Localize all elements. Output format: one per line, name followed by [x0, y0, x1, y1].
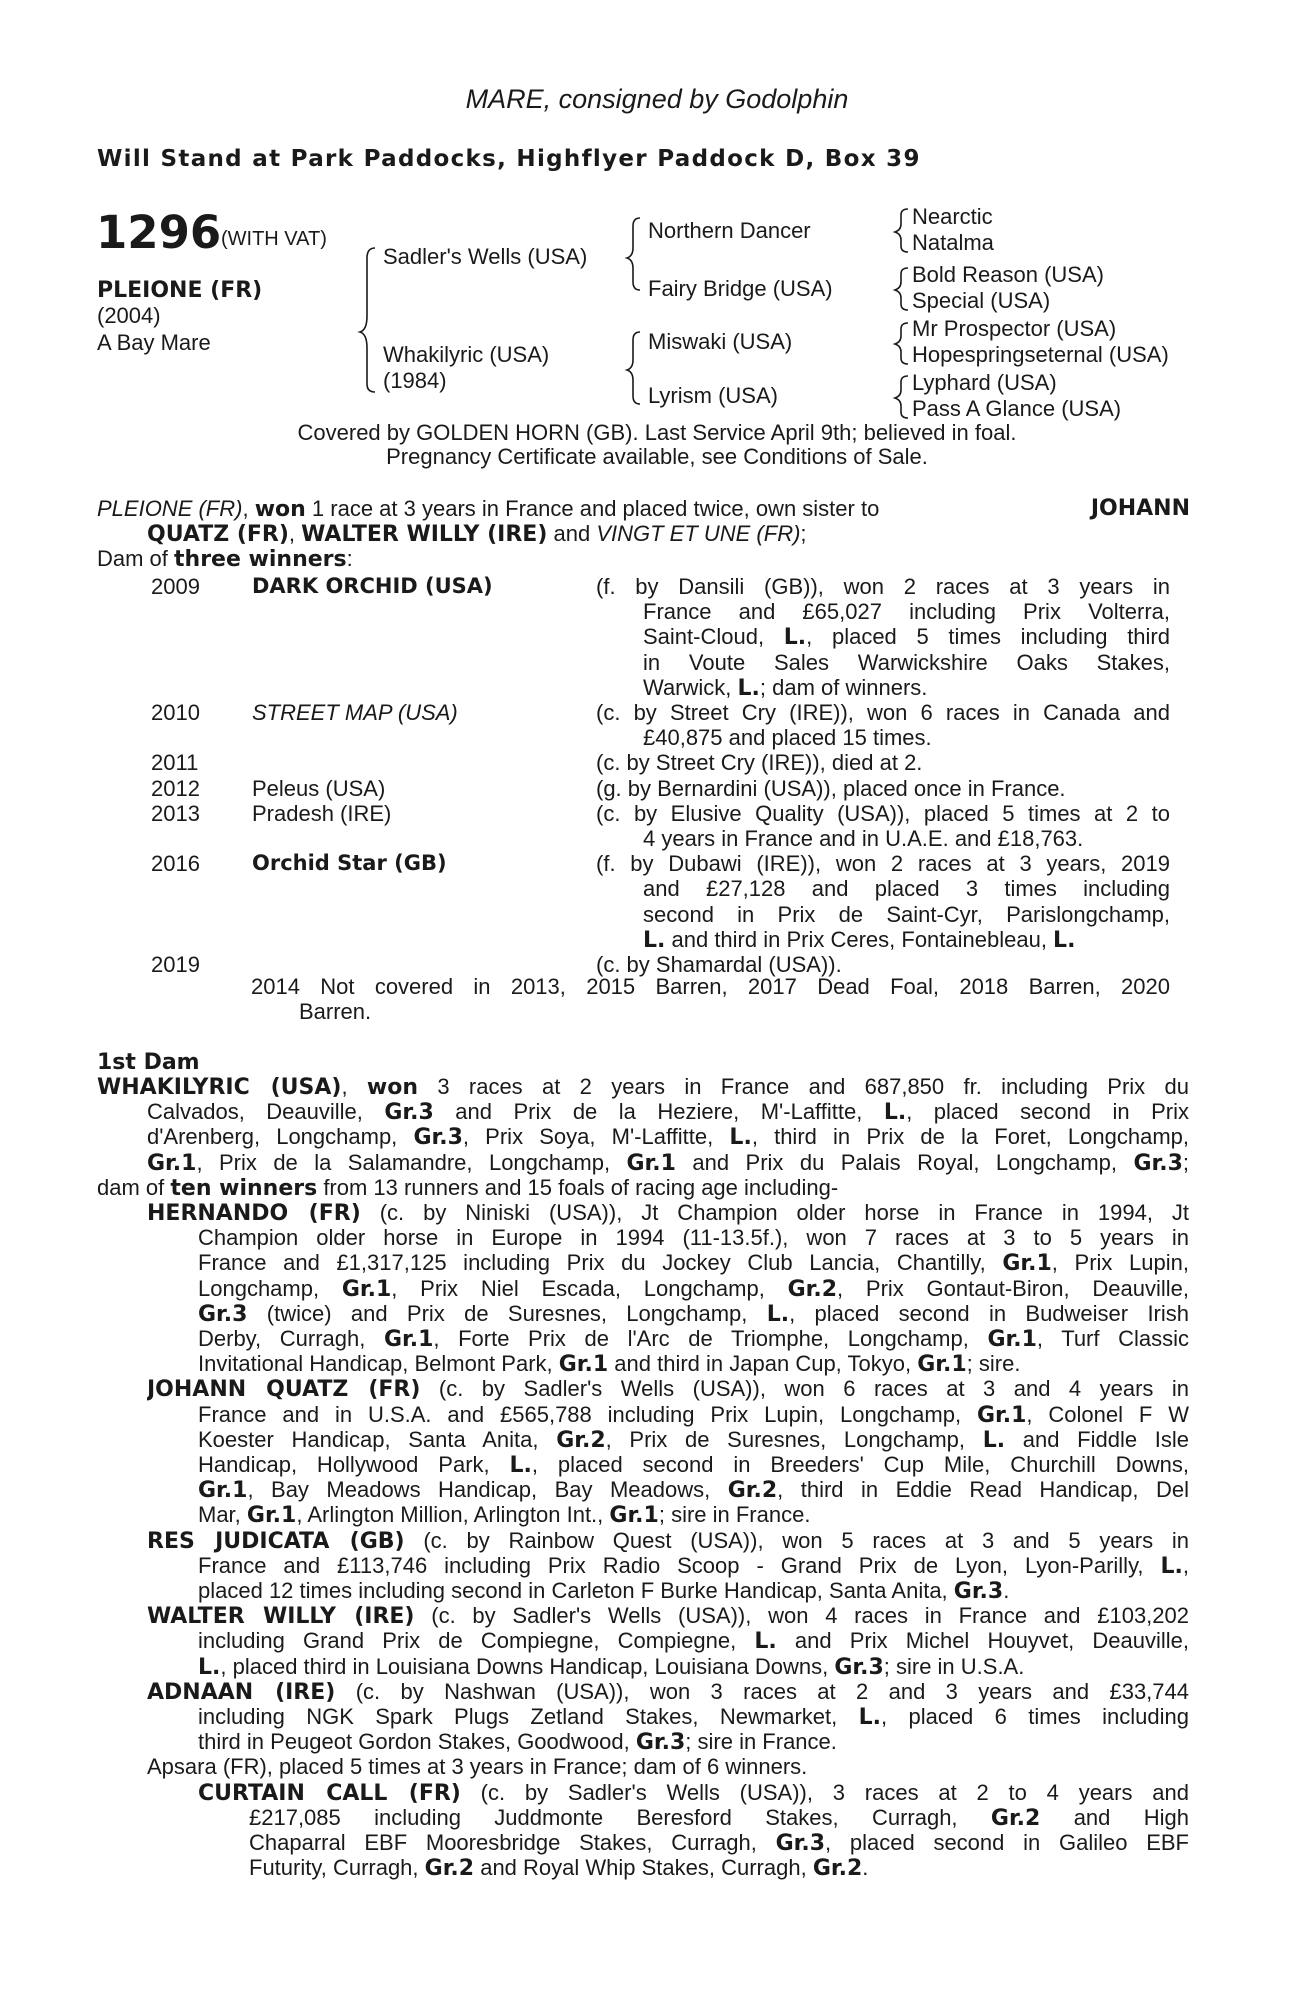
- produce-year: 2013: [151, 800, 200, 826]
- offspring-line: Derby, Curragh, Gr.1, Forte Prix de l'Arc de Triomphe, Longchamp, Gr.1, Turf Classic: [198, 1326, 1189, 1352]
- pedigree-sds: Bold Reason (USA): [912, 262, 1104, 287]
- produce-detail-line: 4 years in France and in U.A.E. and £18,763.: [643, 826, 1084, 851]
- intro-text: 1 race at 3 years in France and placed twice, own sister to: [305, 496, 880, 521]
- page-title: MARE, consigned by Godolphin: [465, 84, 849, 114]
- produce-detail-line: (c. by Street Cry (IRE)), won 6 races in Canada and: [596, 700, 1170, 725]
- intro-name: PLEIONE (FR): [97, 496, 243, 521]
- offspring-line: placed 12 times including second in Carleton F Burke Handicap, Santa Anita, Gr.3.: [198, 1578, 1010, 1604]
- produce-note: [251, 974, 1170, 999]
- offspring-line: JOHANN QUATZ (FR) (c. by Sadler's Wells (USA)), won 6 races at 3 and 4 years in: [147, 1376, 1189, 1402]
- vat-note: (WITH VAT): [221, 228, 327, 250]
- stand-location: Will Stand at Park Paddocks, Highflyer Paddock D, Box 39: [97, 146, 921, 172]
- offspring-line: ADNAAN (IRE) (c. by Nashwan (USA)), won 3 races at 2 and 3 years and £33,744: [147, 1678, 1189, 1704]
- produce-year: 2012: [151, 775, 200, 801]
- produce-detail-line: £40,875 and placed 15 times.: [643, 725, 932, 751]
- produce-name: Orchid Star (GB): [252, 851, 447, 876]
- pedigree-dam-year: (1984): [383, 368, 447, 393]
- intro-line-1: [97, 496, 1190, 522]
- curtain-call-line: CURTAIN CALL (FR) (c. by Sadler's Wells (USA)), 3 races at 2 to 4 years and: [198, 1779, 1189, 1805]
- offspring-line: Gr.1, Bay Meadows Handicap, Bay Meadows, Gr.2, third in Eddie Read Handicap, Del: [198, 1477, 1189, 1503]
- intro-walter: WALTER WILLY (IRE): [301, 522, 548, 547]
- produce-detail-line: (c. by Elusive Quality (USA)), placed 5 times at 2 to: [596, 800, 1170, 826]
- produce-detail-line: (c. by Street Cry (IRE)), died at 2.: [596, 750, 923, 776]
- first-dam-line: WHAKILYRIC (USA), won 3 races at 2 years in France and 687,850 fr. including Prix du: [97, 1074, 1189, 1100]
- produce-detail-line: France and £65,027 including Prix Volterra,: [643, 599, 1170, 625]
- pedigree-dds: Lyphard (USA): [912, 370, 1057, 395]
- pedigree-sire-dam: Fairy Bridge (USA): [648, 276, 833, 301]
- pedigree-dam: Whakilyric (USA): [383, 342, 550, 367]
- produce-detail-line: (c. by Shamardal (USA)).: [596, 952, 842, 977]
- offspring-line: RES JUDICATA (GB) (c. by Rainbow Quest (USA)), won 5 races at 3 and 5 years in: [147, 1527, 1189, 1553]
- offspring-line: WALTER WILLY (IRE) (c. by Sadler's Wells (USA)), won 4 races in France and £103,202: [147, 1603, 1189, 1629]
- produce-detail-line: L. and third in Prix Ceres, Fontainebleau, L.: [643, 926, 1076, 952]
- offspring-line: France and in U.S.A. and £565,788 including Prix Lupin, Longchamp, Gr.1, Colonel F W: [198, 1401, 1189, 1427]
- intro-johann-b: QUATZ (FR): [147, 522, 289, 547]
- horse-description: A Bay Mare: [97, 330, 211, 355]
- produce-note-line: Barren.: [299, 999, 372, 1024]
- pedigree-sdd: Special (USA): [912, 288, 1051, 313]
- offspring-line: Gr.3 (twice) and Prix de Suresnes, Longchamp, L., placed second in Budweiser Irish: [198, 1300, 1189, 1326]
- pedigree-ddd: Pass A Glance (USA): [912, 396, 1122, 421]
- intro-semi: ;: [800, 521, 807, 546]
- produce-detail-line: Warwick, L.; dam of winners.: [643, 674, 928, 700]
- pregnancy-line: Pregnancy Certificate available, see Conditions of Sale.: [386, 444, 928, 469]
- intro-comma: ,: [242, 496, 255, 521]
- horse-year: (2004): [97, 303, 161, 328]
- pedigree-dss: Mr Prospector (USA): [912, 316, 1117, 341]
- first-dam-heading: 1st Dam: [97, 1050, 200, 1075]
- offspring-line: France and £1,317,125 including Prix du Jockey Club Lancia, Chantilly, Gr.1, Prix Lupin,: [198, 1250, 1189, 1276]
- offspring-line: including Grand Prix de Compiegne, Compiegne, L. and Prix Michel Houyvet, Deauville,: [198, 1628, 1189, 1654]
- produce-detail-line: Saint-Cloud, L., placed 5 times including third: [643, 624, 1170, 650]
- dam-of-colon: :: [346, 546, 353, 571]
- curtain-call-line: £217,085 including Juddmonte Beresford Stakes, Curragh, Gr.2 and High: [249, 1804, 1189, 1830]
- produce-year: 2011: [151, 750, 199, 776]
- produce-detail-line: and £27,128 and placed 3 times including: [643, 876, 1170, 902]
- produce-note-line: 2014 Not covered in 2013, 2015 Barren, 2017 Dead Foal, 2018 Barren, 2020: [251, 974, 1170, 999]
- produce-year: 2009: [151, 574, 200, 599]
- pedigree-sss: Nearctic: [912, 204, 993, 229]
- intro-sep: ,: [288, 521, 302, 546]
- offspring-line: Champion older horse in Europe in 1994 (11-13.5f.), won 7 races at 3 to 5 years in: [198, 1225, 1189, 1251]
- pedigree-sire-sire: Northern Dancer: [648, 218, 811, 243]
- dam-of-label: Dam of: [97, 546, 175, 571]
- produce-year: 2016: [151, 851, 200, 877]
- produce-year: 2019: [151, 952, 200, 977]
- dam-of-count: three winners: [174, 547, 347, 572]
- produce-detail-line: second in Prix de Saint-Cyr, Parislongchamp,: [643, 901, 1170, 927]
- intro-won: won: [254, 497, 306, 522]
- first-dam-line: dam of ten winners from 13 runners and 15 foals of racing age including-: [97, 1174, 839, 1200]
- produce-name: Pradesh (IRE): [252, 800, 392, 826]
- produce-name: STREET MAP (USA): [252, 700, 458, 725]
- first-dam-line: Gr.1, Prix de la Salamandre, Longchamp, Gr.1 and Prix du Palais Royal, Longchamp, Gr.3;: [147, 1149, 1189, 1175]
- apsara-line: Apsara (FR), placed 5 times at 3 years in France; dam of 6 winners.: [147, 1754, 808, 1780]
- covered-line: Covered by GOLDEN HORN (GB). Last Service April 9th; believed in foal.: [297, 420, 1017, 445]
- curtain-call-line: Futurity, Curragh, Gr.2 and Royal Whip Stakes, Curragh, Gr.2.: [249, 1855, 869, 1881]
- produce-year: 2010: [151, 700, 200, 725]
- offspring-line: including NGK Spark Plugs Zetland Stakes, Newmarket, L., placed 6 times including: [198, 1704, 1189, 1730]
- offspring-line: Mar, Gr.1, Arlington Million, Arlington Int., Gr.1; sire in France.: [198, 1502, 811, 1528]
- pedigree-ssd: Natalma: [912, 230, 994, 255]
- pedigree-sire: Sadler's Wells (USA): [383, 244, 588, 269]
- lot-number: 1296: [96, 206, 222, 259]
- pedigree-dsd: Hopespringseternal (USA): [912, 342, 1169, 367]
- dam-of-line: [97, 546, 353, 572]
- offspring-line: Handicap, Hollywood Park, L., placed second in Breeders' Cup Mile, Churchill Downs,: [198, 1452, 1189, 1478]
- curtain-call-line: Chaparral EBF Mooresbridge Stakes, Curragh, Gr.3, placed second in Galileo EBF: [249, 1830, 1189, 1856]
- intro-and: and: [547, 521, 597, 546]
- offspring-line: Koester Handicap, Santa Anita, Gr.2, Prix de Suresnes, Longchamp, L. and Fiddle Isle: [198, 1426, 1189, 1452]
- first-dam-line: Calvados, Deauville, Gr.3 and Prix de la Heziere, M'-Laffitte, L., placed second in Prix: [147, 1099, 1189, 1125]
- offspring-line: HERNANDO (FR) (c. by Niniski (USA)), Jt Champion older horse in France in 1994, Jt: [147, 1200, 1189, 1226]
- produce-detail-line: (f. by Dubawi (IRE)), won 2 races at 3 years, 2019: [596, 851, 1170, 877]
- offspring-line: Longchamp, Gr.1, Prix Niel Escada, Longchamp, Gr.2, Prix Gontaut-Biron, Deauville,: [198, 1275, 1189, 1301]
- pedigree-dam-dam: Lyrism (USA): [648, 383, 778, 408]
- produce-name: DARK ORCHID (USA): [252, 574, 493, 598]
- first-dam-line: d'Arenberg, Longchamp, Gr.3, Prix Soya, M'-Laffitte, L., third in Prix de la Foret, Longchamp,: [147, 1124, 1189, 1150]
- intro-johann-a: JOHANN: [1090, 496, 1190, 521]
- intro-line-2: [147, 521, 807, 547]
- offspring-line: L., placed third in Louisiana Downs Handicap, Louisiana Downs, Gr.3; sire in U.S.A.: [198, 1653, 1025, 1679]
- offspring-line: Invitational Handicap, Belmont Park, Gr.1 and third in Japan Cup, Tokyo, Gr.1; sire.: [198, 1351, 1021, 1377]
- pedigree-dam-sire: Miswaki (USA): [648, 329, 793, 354]
- intro-vingt: VINGT ET UNE (FR): [596, 521, 801, 546]
- horse-name: PLEIONE (FR): [97, 278, 263, 303]
- offspring-line: France and £113,746 including Prix Radio Scoop - Grand Prix de Lyon, Lyon-Parilly, L.,: [198, 1552, 1189, 1578]
- produce-detail-line: (f. by Dansili (GB)), won 2 races at 3 years in: [596, 574, 1170, 599]
- offspring-line: third in Peugeot Gordon Stakes, Goodwood, Gr.3; sire in France.: [198, 1729, 837, 1755]
- produce-detail-line: (g. by Bernardini (USA)), placed once in France.: [596, 775, 1066, 801]
- produce-detail-line: in Voute Sales Warwickshire Oaks Stakes,: [643, 649, 1170, 675]
- produce-name: Peleus (USA): [252, 775, 386, 801]
